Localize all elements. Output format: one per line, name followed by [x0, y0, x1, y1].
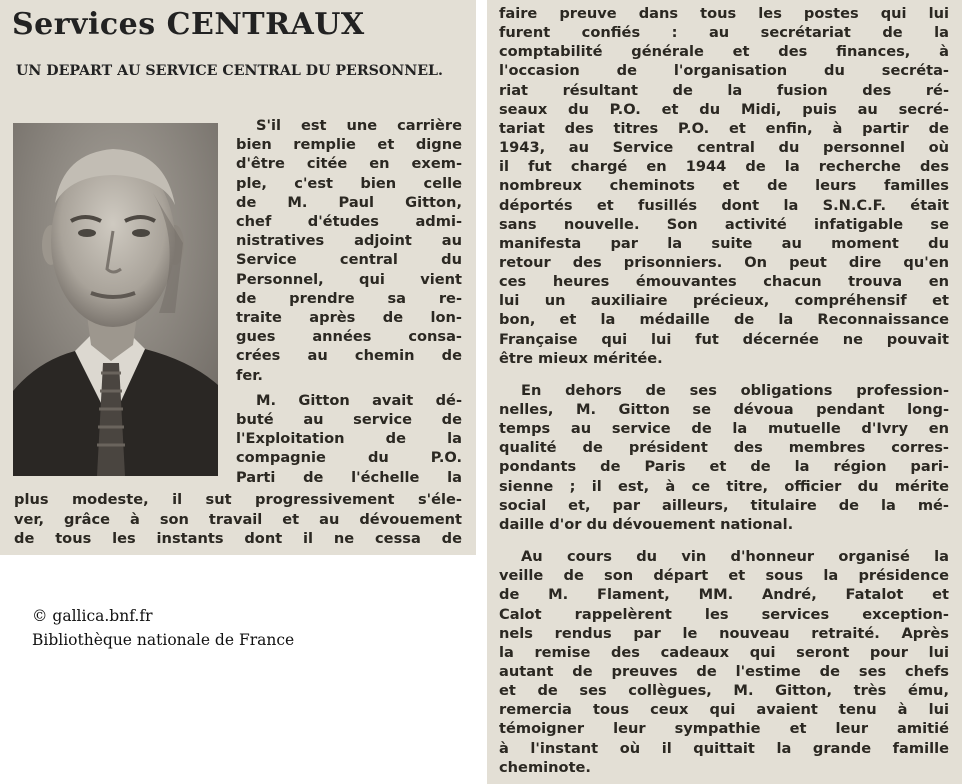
article-text-line: sans nouvelle. Son activité infatigable se	[499, 215, 949, 233]
article-text-line: à l'instant où il quittait la grande famille	[499, 739, 949, 757]
article-text-line: et de ses collègues, M. Gitton, très ému,	[499, 682, 949, 700]
article-headline: UN DEPART AU SERVICE CENTRAL DU PERSONNEL.	[16, 63, 443, 79]
article-text-line: l'occasion de l'organisation du secréta-	[499, 62, 949, 80]
article-text-line: témoigner leur sympathie et leur amitié	[499, 720, 949, 738]
article-text-line: sienne ; il est, à ce titre, officier du mérite	[499, 477, 949, 495]
article-text-line: Au cours du vin d'honneur organisé la	[521, 548, 949, 566]
article-text-line: compagnie du P.O.	[236, 449, 462, 467]
article-text-line: être mieux méritée.	[499, 349, 663, 367]
article-text-line: ver, grâce à son travail et au dévouement	[14, 510, 462, 528]
article-text-line: autant de preuves de l'estime de ses chefs	[499, 662, 949, 680]
article-text-line: ces heures émouvantes chacun trouva en	[499, 273, 949, 291]
article-section-title: Services CENTRAUX	[12, 7, 365, 42]
article-text-line: S'il est une carrière	[256, 117, 462, 134]
article-text-line: il fut chargé en 1944 de la recherche des	[499, 158, 949, 176]
article-text-line: Calot rappelèrent les services exception-	[499, 605, 949, 623]
article-clipping-right	[487, 0, 962, 784]
article-text-line: nombreux cheminots et de leurs familles	[499, 177, 949, 195]
article-text-line: fer.	[236, 366, 263, 384]
article-clipping-left	[0, 0, 476, 555]
article-text-line: 1943, au Service central du personnel où	[499, 139, 949, 157]
article-text-line: déportés et fusillés dont la S.N.C.F. était	[499, 196, 949, 214]
article-text-line: ple, c'est bien celle	[236, 174, 462, 192]
article-text-line: bien remplie et digne	[236, 136, 462, 154]
article-text-line: lui un auxiliaire précieux, compréhensif et	[499, 292, 949, 310]
article-text-line: de tous les instants dont il ne cessa de	[14, 530, 462, 548]
article-text-line: social et, par ailleurs, titulaire de la mé-	[499, 496, 949, 514]
article-text-line: faire preuve dans tous les postes qui lui	[499, 5, 949, 22]
article-text-line: l'Exploitation de la	[236, 430, 462, 448]
article-text-line: riat résultant de la fusion des ré-	[499, 81, 949, 99]
gallica-credit: © gallica.bnf.fr	[32, 607, 153, 625]
article-text-line: Personnel, qui vient	[236, 270, 462, 288]
article-text-line: de M. Paul Gitton,	[236, 193, 462, 211]
bnf-credit: Bibliothèque nationale de France	[32, 631, 295, 649]
article-text-line: furent confiés : au secrétariat de la	[499, 24, 949, 42]
article-text-line: veille de son départ et sous la présidence	[499, 567, 949, 585]
article-text-line: retour des prisonniers. On peut dire qu'en	[499, 253, 949, 271]
article-text-line: temps au service de la mutuelle d'Ivry en	[499, 420, 949, 438]
article-text-line: la remise des cadeaux qui seront pour lui	[499, 643, 949, 661]
article-text-line: Française qui lui fut décernée ne pouvait	[499, 330, 949, 348]
article-text-line: seaux du P.O. et du Midi, puis au secré-	[499, 100, 949, 118]
article-text-line: tariat des titres P.O. et enfin, à partir de	[499, 119, 949, 137]
article-text-line: En dehors de ses obligations profession-	[521, 381, 949, 399]
article-text-line: cheminote.	[499, 758, 591, 776]
article-text-line: buté au service de	[236, 411, 462, 428]
article-text-line: plus modeste, il sut progressivement s'éle-	[14, 491, 462, 508]
portrait-photo	[13, 123, 218, 476]
article-text-line: M. Gitton avait dé-	[256, 391, 462, 409]
portrait-figure-icon	[13, 123, 218, 476]
article-text-line: Service central du	[236, 251, 462, 269]
article-text-line: crées au chemin de	[236, 347, 462, 365]
article-text-line: gues années consa-	[236, 328, 462, 346]
article-text-line: manifesta par la suite au moment du	[499, 234, 949, 252]
article-text-line: nels rendus par le nouveau retraité. Après	[499, 624, 949, 642]
article-text-line: comptabilité générale et des finances, à	[499, 43, 949, 61]
article-text-line: daille d'or du dévouement national.	[499, 515, 794, 533]
article-text-line: qualité de président des membres corres-	[499, 439, 949, 457]
article-text-line: chef d'études admi-	[236, 213, 462, 230]
article-text-line: bon, et la médaille de la Reconnaissance	[499, 311, 949, 329]
article-text-line: nelles, M. Gitton se dévoua pendant long-	[499, 401, 949, 418]
article-text-line: de prendre sa re-	[236, 289, 462, 307]
article-text-line: de M. Flament, MM. André, Fatalot et	[499, 586, 949, 604]
article-text-line: nistratives adjoint au	[236, 232, 462, 250]
article-text-line: remercia tous ceux qui avaient tenu à lui	[499, 701, 949, 719]
article-text-line: traite après de lon-	[236, 309, 462, 326]
article-text-line: pondants de Paris et de la région pari-	[499, 458, 949, 476]
article-text-line: d'être citée en exem-	[236, 155, 462, 173]
article-text-line: Parti de l'échelle la	[236, 468, 462, 486]
